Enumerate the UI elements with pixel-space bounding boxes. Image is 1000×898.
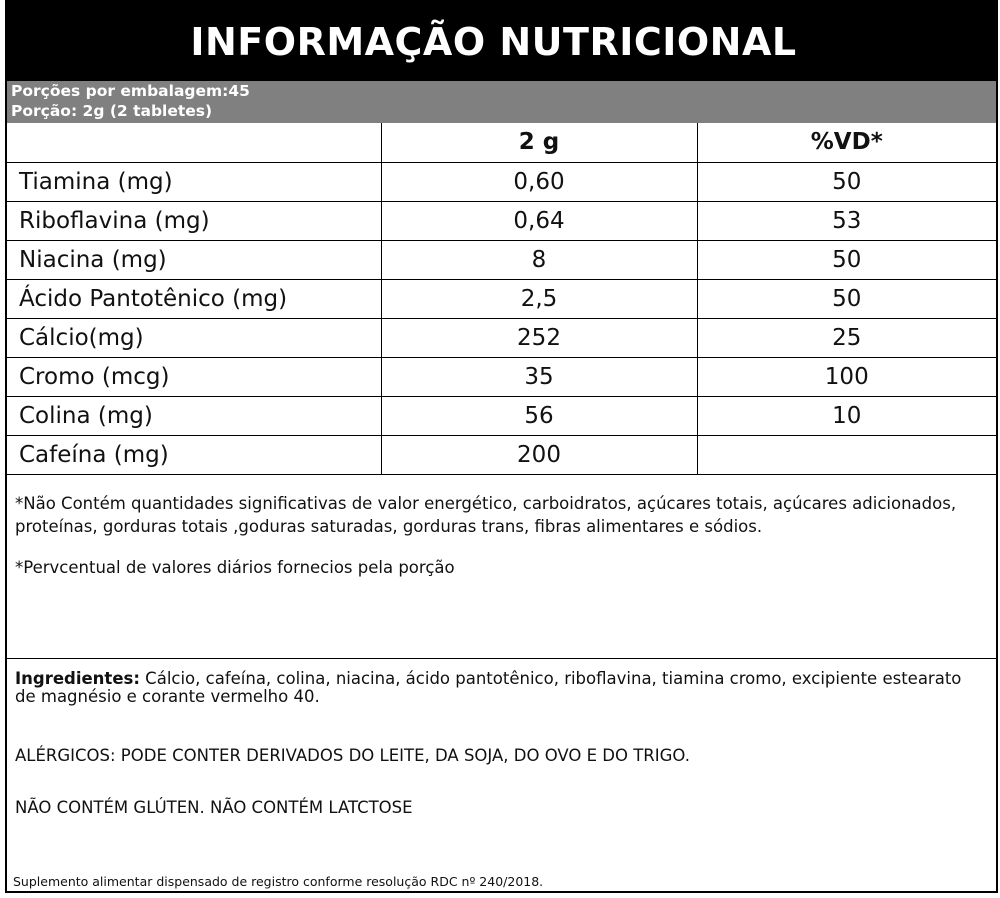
table-row: [7, 279, 996, 318]
nutrition-table: [7, 123, 996, 475]
nutrient-amount: 0,64: [381, 201, 697, 240]
nutrient-dv: [697, 435, 996, 474]
nutrient-amount: 56: [381, 396, 697, 435]
gluten-text: NÃO CONTÉM GLÚTEN. NÃO CONTÉM LATCTOSE: [15, 798, 413, 817]
nutrient-amount: 0,60: [381, 162, 697, 201]
nutrient-amount: 2,5: [381, 279, 697, 318]
table-row: [7, 318, 996, 357]
ingredients-section: [7, 662, 996, 818]
nutrient-name: Niacina (mg): [7, 240, 381, 279]
not-significant-note: *Não Contém quantidades significativas de valor energético, carboidratos, açúcares totais, açúcares adicionados, proteínas, gorduras totais ,goduras saturadas, gorduras trans, fibras alimentares e sódios.: [15, 494, 957, 536]
table-row: [7, 240, 996, 279]
nutrient-dv: 10: [697, 396, 996, 435]
table-row: [7, 357, 996, 396]
label-header: [7, 2, 996, 81]
nutrient-amount: 35: [381, 357, 697, 396]
ingredients-text: Cálcio, cafeína, colina, niacina, ácido pantotênico, riboflavina, tiamina cromo, excipiente estearato de magnésio e corante vermelho 40.: [15, 669, 962, 706]
table-row: [7, 162, 996, 201]
nutrient-dv: 25: [697, 318, 996, 357]
table-header-row: [7, 123, 996, 162]
nutrient-name: Riboflavina (mg): [7, 201, 381, 240]
nutrient-name: Tiamina (mg): [7, 162, 381, 201]
nutrient-name: Ácido Pantotênico (mg): [7, 279, 381, 318]
nutrient-name: Cálcio(mg): [7, 318, 381, 357]
nutrient-dv: 53: [697, 201, 996, 240]
table-row: [7, 396, 996, 435]
portion-bar: [7, 81, 996, 123]
percent-dv-note: *Pervcentual de valores diários fornecios pela porção: [15, 558, 455, 577]
portions-per-package: Porções por embalagem:45: [11, 82, 250, 100]
footnotes: [7, 482, 996, 659]
nutrient-dv: 50: [697, 279, 996, 318]
header-empty-cell: [7, 123, 381, 162]
ingredients-label: Ingredientes:: [15, 669, 140, 688]
nutrient-dv: 100: [697, 357, 996, 396]
nutrient-amount: 252: [381, 318, 697, 357]
table-row: [7, 201, 996, 240]
nutrition-label: [5, 0, 998, 893]
allergens-text: ALÉRGICOS: PODE CONTER DERIVADOS DO LEITE, DA SOJA, DO OVO E DO TRIGO.: [15, 746, 690, 765]
col-amount-header: 2 g: [381, 123, 697, 162]
col-dv-header: %VD*: [697, 123, 996, 162]
nutrient-amount: 8: [381, 240, 697, 279]
serving-size: Porção: 2g (2 tabletes): [11, 102, 213, 120]
nutrient-name: Cromo (mcg): [7, 357, 381, 396]
table-row: [7, 435, 996, 474]
nutrient-amount: 200: [381, 435, 697, 474]
nutrient-name: Colina (mg): [7, 396, 381, 435]
nutrient-dv: 50: [697, 240, 996, 279]
header-title: INFORMAÇÃO NUTRICIONAL: [190, 19, 797, 64]
nutrient-dv: 50: [697, 162, 996, 201]
ingredients-paragraph: [15, 670, 986, 706]
registration-footer: Suplemento alimentar dispensado de registro conforme resolução RDC nº 240/2018.: [13, 874, 544, 889]
nutrient-name: Cafeína (mg): [7, 435, 381, 474]
